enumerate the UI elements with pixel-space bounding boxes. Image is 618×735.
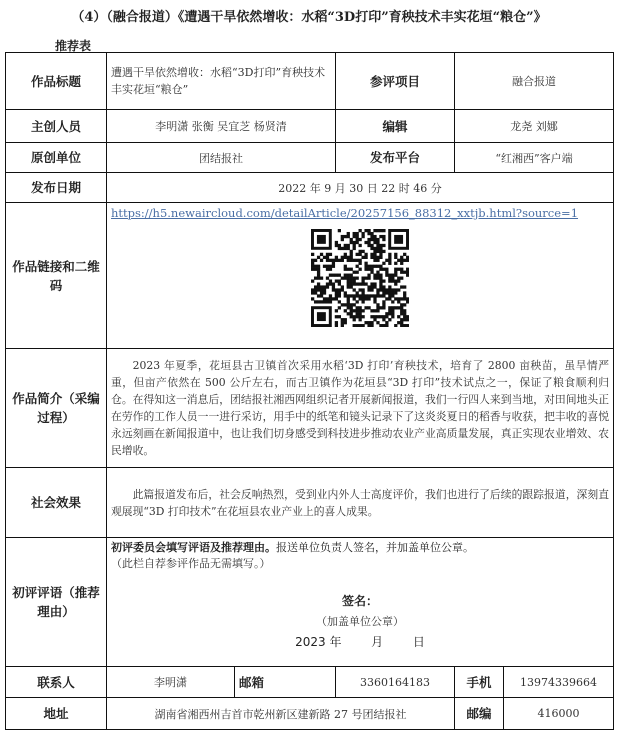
editor-label: 编辑 <box>336 110 455 143</box>
seal-note: （加盖单位公章） <box>316 615 404 628</box>
intro-cell <box>107 349 614 468</box>
date-label: 发布日期 <box>6 173 107 203</box>
qr-code-icon <box>311 229 409 327</box>
address-value: 湖南省湘西州吉首市乾州新区建新路 27 号团结报社 <box>107 698 455 730</box>
review-label: 初评评语（推荐理由） <box>6 538 107 667</box>
email-label: 邮箱 <box>235 667 336 698</box>
review-month: 月 <box>371 635 384 649</box>
platform-label: 发布平台 <box>336 143 455 173</box>
zip-label: 邮编 <box>455 698 504 730</box>
page-title: （4）（融合报道）《遭遇干旱依然增收：水稻“3D打印”育秧技术丰实花垣“粮仓”》 <box>71 10 547 25</box>
review-day: 日 <box>412 635 425 649</box>
category-label: 参评项目 <box>336 53 455 110</box>
email-value: 3360164183 <box>336 667 455 698</box>
effect-text: 此篇报道发布后，社会反响热烈，受到业内外人士高度评价，我们也进行了后续的跟踪报道，深刻直观展现“3D 打印技术”在花垣县农业产业上的喜人成果。 <box>111 487 609 518</box>
title-value: 遭遇干旱依然增收：水稻“3D打印”育秧技术丰实花垣“粮仓” <box>107 53 336 110</box>
link-cell <box>107 203 614 349</box>
contact-label: 联系人 <box>6 667 107 698</box>
date-value: 2022 年 9 月 30 日 22 时 46 分 <box>107 173 614 203</box>
review-date <box>111 633 609 650</box>
platform-value: “红湘西”客户端 <box>455 143 614 173</box>
title-label: 作品标题 <box>6 53 107 110</box>
recommendation-table <box>5 52 614 730</box>
category-value: 融合报道 <box>455 53 614 110</box>
unit-label: 原创单位 <box>6 143 107 173</box>
review-instruction: 初评委员会填写评语及推荐理由。 <box>111 541 276 554</box>
creators-value: 李明潇 张衡 吴宜芝 杨贤清 <box>107 110 336 143</box>
intro-label: 作品简介（采编过程） <box>6 349 107 468</box>
effect-cell <box>107 468 614 538</box>
review-instruction-rest: 报送单位负责人签名，并加盖单位公章。 <box>276 541 474 554</box>
review-year: 2023 年 <box>295 635 342 649</box>
phone-label: 手机 <box>455 667 504 698</box>
contact-value: 李明潇 <box>107 667 235 698</box>
signature-label: 签名： <box>341 594 378 608</box>
intro-text: 2023 年夏季，花垣县古卫镇首次采用水稻‘3D 打印’育秧技术，培育了 2800 亩秧苗，虽旱情严重，但亩产依然在 500 公斤左右，而古卫镇作为花垣县“3D 打印”技术试点之一，保证了粮食顺利归仓。在得知这一消息后，团结报社湘西网组织记者开展新闻报道，我们一行四人来到当地，对田间地头正在劳作的工作人员一一进行采访，用手中的纸笔和镜头记录下了这炎炎夏日的稻香与收获，把丰收的喜悦永远刻画在新闻报道中，也让我们切身感受到科技进步推动农业产业高质量发展，真正实现农业增效、农民增收。 <box>111 359 609 457</box>
zip-value: 416000 <box>504 698 614 730</box>
table-subtitle: 推荐表 <box>55 39 92 53</box>
creators-label: 主创人员 <box>6 110 107 143</box>
review-note: （此栏自荐参评作品无需填写。） <box>111 557 271 570</box>
address-label: 地址 <box>6 698 107 730</box>
review-cell <box>107 538 614 667</box>
effect-label: 社会效果 <box>6 468 107 538</box>
unit-value: 团结报社 <box>107 143 336 173</box>
editor-value: 龙尧 刘娜 <box>455 110 614 143</box>
phone-value: 13974339664 <box>504 667 614 698</box>
article-link[interactable]: https://h5.newaircloud.com/detailArticle/20257156_88312_xxtjb.html?source=1 <box>111 206 579 220</box>
link-label: 作品链接和二维码 <box>6 203 107 349</box>
